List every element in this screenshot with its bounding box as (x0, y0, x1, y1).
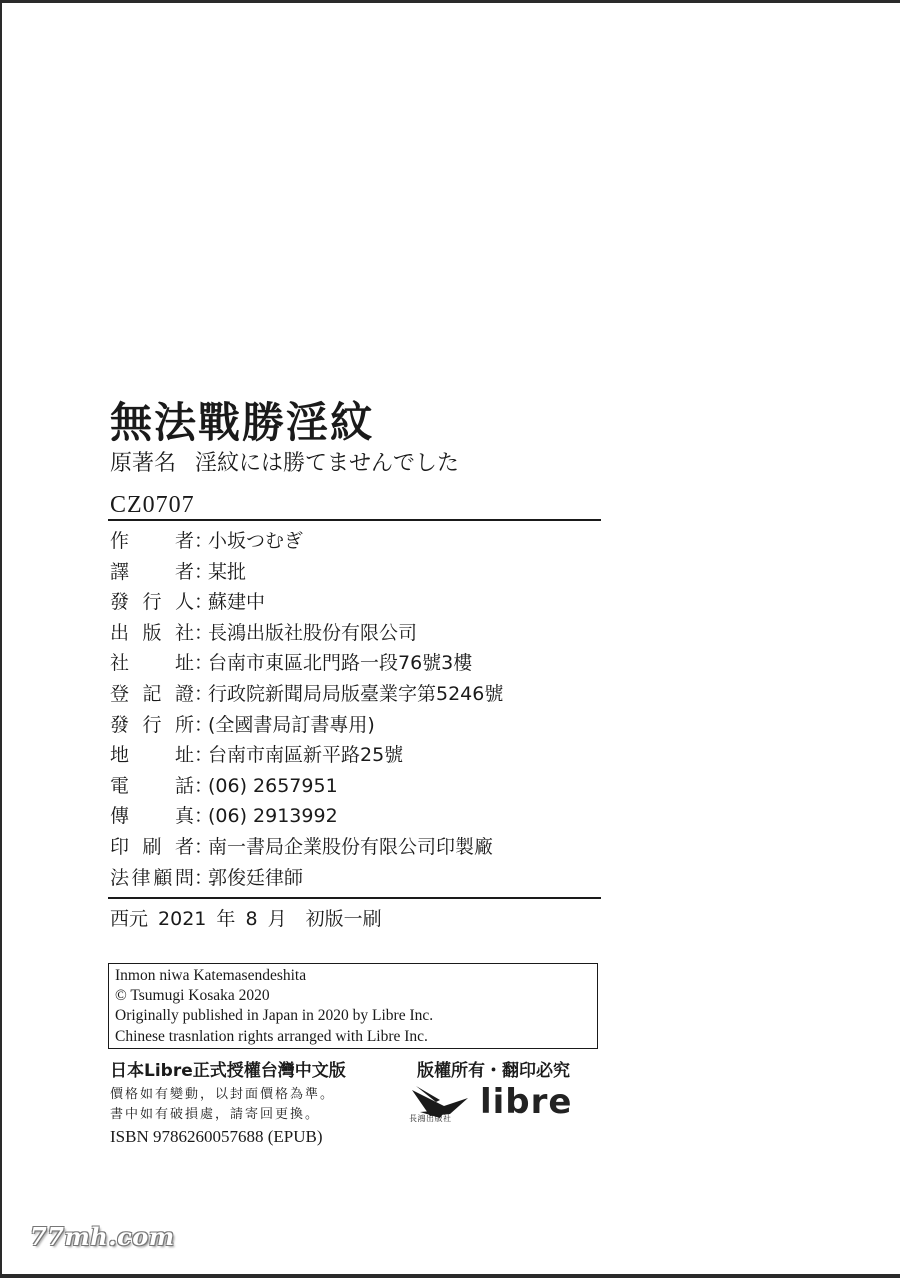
copyright-text: 版權所有・翻印必究 (417, 1061, 570, 1081)
info-key: 發行所 (110, 713, 194, 736)
info-value: 郭俊廷律師 (208, 866, 304, 889)
authorization-text: 日本Libre正式授權台灣中文版 (110, 1061, 346, 1081)
info-key: 登記證 (110, 682, 194, 705)
rights-notice-box (108, 963, 598, 1049)
book-code: CZ0707 (110, 492, 195, 518)
page-top-border (0, 0, 900, 3)
info-colon: ： (194, 774, 214, 797)
info-value: 行政院新聞局局版臺業字第5246號 (208, 682, 504, 705)
info-value: 蘇建中 (208, 591, 266, 614)
price-note: 價格如有變動，以封面價格為準。 (110, 1087, 336, 1102)
edition-line: 西元 2021 年 8 月 初版一刷 (110, 908, 382, 930)
info-key: 法律顧問 (110, 866, 194, 889)
info-colon: ： (194, 744, 214, 767)
info-row (110, 679, 600, 710)
info-row (110, 832, 600, 863)
info-colon: ： (194, 530, 214, 552)
info-key: 作者 (110, 530, 194, 552)
info-value: (全國書局訂書專用) (208, 713, 375, 736)
info-value: 台南市東區北門路一段76號3樓 (208, 652, 473, 675)
info-row (110, 710, 600, 741)
info-row (110, 526, 600, 557)
info-key: 發行人 (110, 591, 194, 614)
rights-line: © Tsumugi Kosaka 2020 (115, 987, 270, 1005)
info-value: 小坂つむぎ (208, 530, 304, 552)
info-colon: ： (194, 652, 214, 675)
page-bottom-border (0, 1274, 900, 1278)
info-colon: ： (194, 621, 214, 644)
info-row (110, 740, 600, 771)
info-row (110, 771, 600, 802)
original-title-line (110, 446, 459, 477)
info-colon: ： (194, 805, 214, 828)
info-row (110, 648, 600, 679)
info-row (110, 587, 600, 618)
info-key: 地址 (110, 744, 194, 767)
info-colon: ： (194, 560, 214, 583)
info-row (110, 863, 600, 894)
book-title: 無法戰勝淫紋 (110, 398, 375, 447)
isbn: ISBN 9786260057688 (EPUB) (110, 1127, 323, 1146)
page-left-border (0, 0, 2, 1278)
authorization-line (110, 1056, 570, 1081)
info-row (110, 801, 600, 832)
damage-note: 書中如有破損處，請寄回更換。 (110, 1107, 321, 1122)
libre-logo: libre (480, 1082, 573, 1122)
info-key: 印刷者 (110, 835, 194, 858)
info-key: 出版社 (110, 621, 194, 644)
original-title: 淫紋には勝てませんでした (195, 451, 460, 476)
info-value: 南一書局企業股份有限公司印製廠 (208, 835, 494, 858)
divider-top (108, 519, 601, 521)
info-colon: ： (194, 866, 214, 889)
rights-line: Originally published in Japan in 2020 by Libre Inc. (115, 1007, 434, 1025)
original-title-label: 原著名 (110, 451, 177, 476)
info-value: (06) 2657951 (208, 774, 338, 797)
rights-line: Inmon niwa Katemasendeshita (115, 967, 307, 984)
site-watermark: 77mh.com (30, 1222, 175, 1251)
info-colon: ： (194, 713, 214, 736)
info-key: 電話 (110, 774, 194, 797)
info-row (110, 618, 600, 649)
info-key: 社址 (110, 652, 194, 675)
publisher-logo-caption: 長鴻出版社 (409, 1114, 452, 1123)
info-row (110, 557, 600, 588)
info-value: 台南市南區新平路25號 (208, 744, 404, 767)
rights-line: Chinese trasnlation rights arranged with Libre Inc. (115, 1027, 428, 1045)
info-value: (06) 2913992 (208, 805, 338, 828)
info-key: 傳真 (110, 805, 194, 828)
colophon-info-list (110, 526, 600, 893)
info-colon: ： (194, 835, 214, 858)
info-key: 譯者 (110, 560, 194, 583)
divider-bottom (108, 897, 601, 899)
info-colon: ： (194, 591, 214, 614)
info-value: 長鴻出版社股份有限公司 (208, 621, 418, 644)
info-value: 某批 (208, 560, 247, 583)
info-colon: ： (194, 682, 214, 705)
